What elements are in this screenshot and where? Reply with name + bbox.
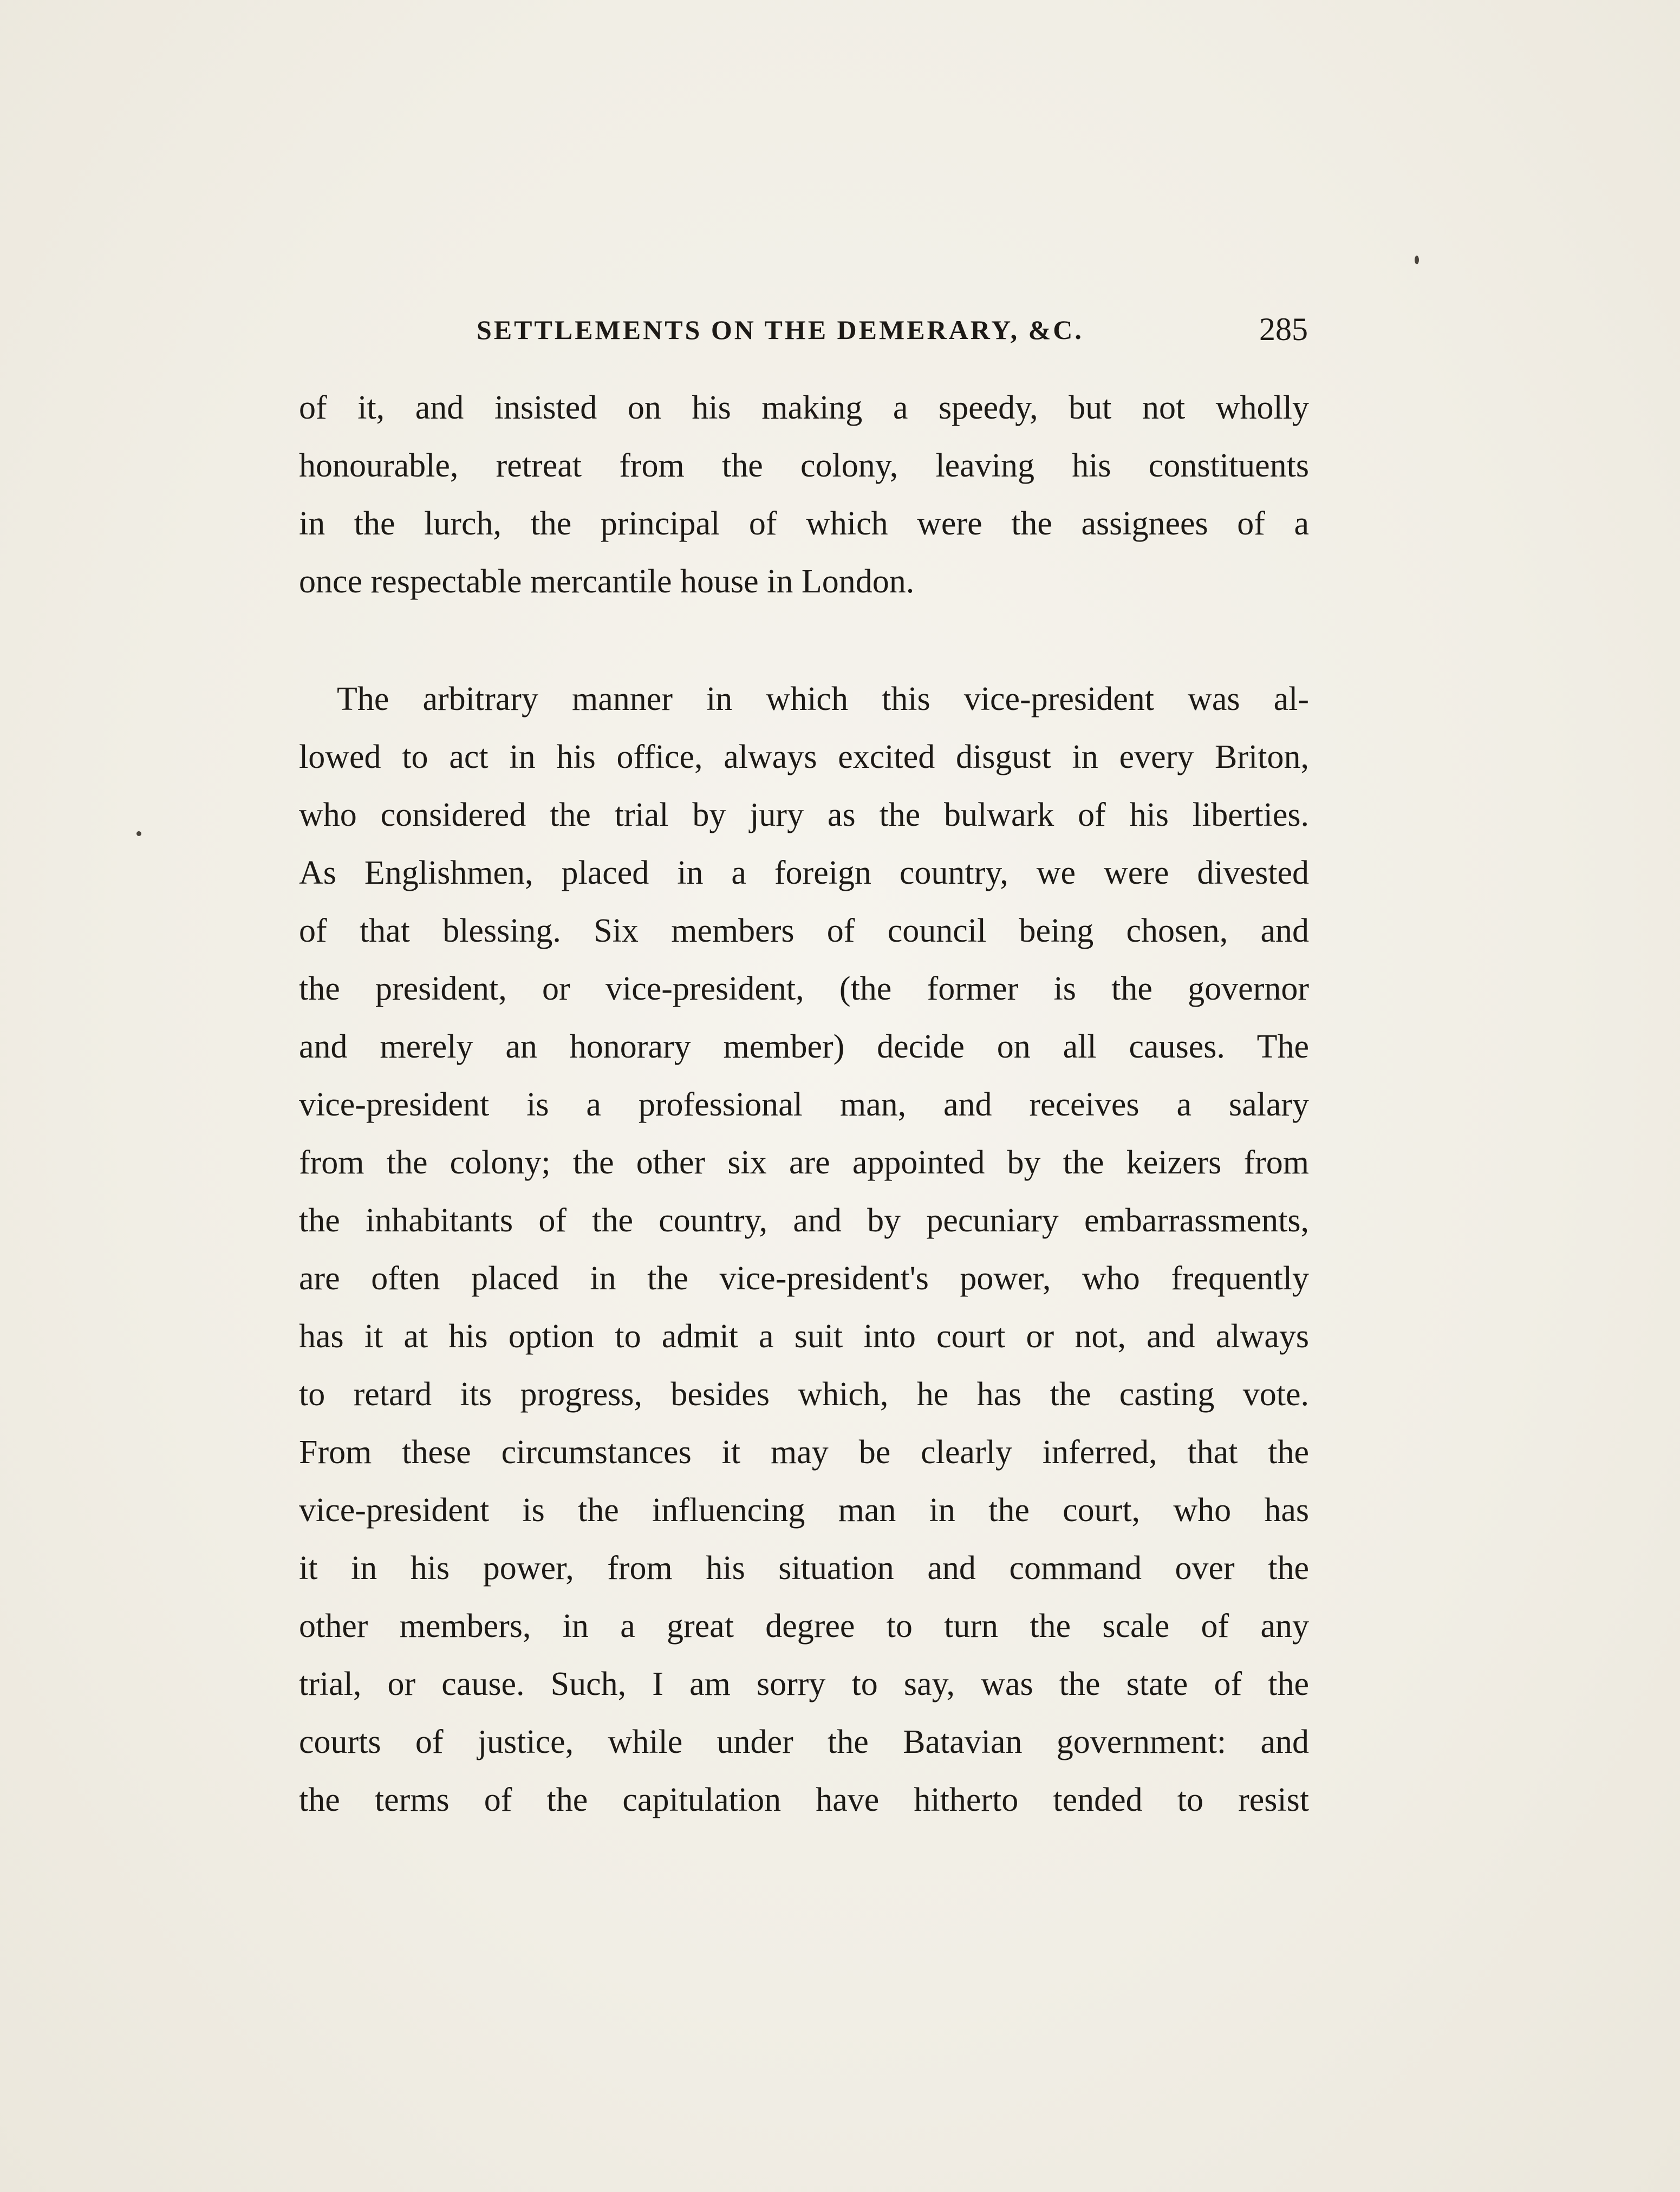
text-line: other members, in a great degree to turn the scale of any [299,1608,1309,1645]
text-line: vice-president is the influencing man in the court, who has [299,1492,1309,1529]
paragraph-gap [299,611,1309,670]
running-title: SETTLEMENTS ON THE DEMERARY, &C. [477,315,1084,345]
text-line: are often placed in the vice-president's power, who frequently [299,1260,1309,1297]
paragraph-2 [299,670,1309,1829]
text-line: vice-president is a professional man, and receives a salary [299,1086,1309,1123]
text-line: The arbitrary manner in which this vice-president was al- [337,681,1309,717]
text-line: to retard its progress, besides which, he has the casting vote. [299,1376,1309,1413]
text-line: honourable, retreat from the colony, leaving his constituents [299,447,1309,484]
text-line: trial, or cause. Such, I am sorry to say, was the state of the [299,1666,1309,1702]
text-line: As Englishmen, placed in a foreign country, we were divested [299,854,1309,891]
paper-speck [1415,256,1419,264]
text-line: of it, and insisted on his making a speedy, but not wholly [299,389,1309,426]
body-text [299,379,1309,1829]
text-line: once respectable mercantile house in London. [299,563,915,600]
text-line: courts of justice, while under the Batavian government: and [299,1724,1309,1760]
text-line: from the colony; the other six are appointed by the keizers from [299,1144,1309,1181]
text-line: From these circumstances it may be clearly inferred, that the [299,1434,1309,1471]
running-header [303,311,1308,357]
text-line: and merely an honorary member) decide on all causes. The [299,1028,1309,1065]
text-line: it in his power, from his situation and command over the [299,1550,1309,1587]
paragraph-1 [299,379,1309,611]
text-line: who considered the trial by jury as the bulwark of his liberties. [299,797,1309,833]
text-line: in the lurch, the principal of which were the assignees of a [299,505,1309,542]
paper-speck [136,831,141,836]
text-line: of that blessing. Six members of council being chosen, and [299,912,1309,949]
text-line: the terms of the capitulation have hitherto tended to resist [299,1782,1309,1818]
text-line: the president, or vice-president, (the former is the governor [299,970,1309,1007]
text-line: has it at his option to admit a suit into court or not, and always [299,1318,1309,1355]
text-line: the inhabitants of the country, and by pecuniary embarrassments, [299,1202,1309,1239]
page-number: 285 [1259,311,1308,347]
text-line: lowed to act in his office, always excited disgust in every Briton, [299,739,1309,775]
